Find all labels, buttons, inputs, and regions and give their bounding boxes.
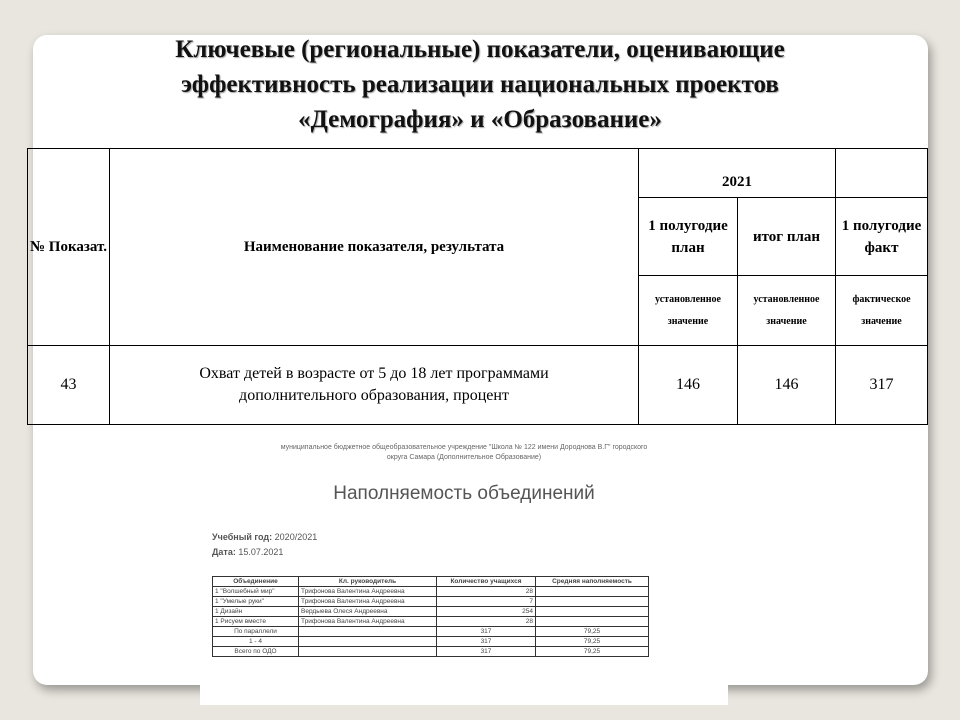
association-name: 1 Рисуем вместе bbox=[213, 617, 299, 627]
sub-fact: фактическое значение bbox=[836, 276, 928, 346]
totals-empty bbox=[299, 647, 437, 657]
date-value: 15.07.2021 bbox=[238, 547, 284, 557]
totals-average: 79,25 bbox=[536, 647, 649, 657]
row-name: Охват детей в возрасте от 5 до 18 лет программами дополнительного образования, процент bbox=[110, 346, 639, 425]
col-count: Количество учащихся bbox=[437, 577, 536, 587]
report-organization bbox=[200, 443, 728, 463]
year-label: Учебный год: bbox=[212, 532, 273, 542]
association-average bbox=[536, 617, 649, 627]
report-date bbox=[212, 547, 283, 557]
org-line-2: округа Самара (Дополнительное Образование) bbox=[386, 454, 542, 461]
title-line-3: «Демография» и «Образование» bbox=[298, 106, 662, 133]
associations-header-row bbox=[213, 577, 649, 587]
header-year: 2021 bbox=[639, 149, 836, 198]
title-line-2: эффективность реализации национальных проектов bbox=[181, 71, 779, 98]
totals-empty bbox=[299, 637, 437, 647]
indicators-table bbox=[27, 148, 928, 425]
row-number: 43 bbox=[28, 346, 110, 425]
association-count: 7 bbox=[437, 597, 536, 607]
totals-count: 317 bbox=[437, 637, 536, 647]
sub-plan-half: установленное значение bbox=[639, 276, 738, 346]
col-average: Средняя наполняемость bbox=[536, 577, 649, 587]
association-average bbox=[536, 607, 649, 617]
associations-table bbox=[212, 576, 649, 657]
association-count: 254 bbox=[437, 607, 536, 617]
report-heading: Наполняемость объединений bbox=[333, 483, 595, 504]
row-plan-half: 146 bbox=[639, 346, 738, 425]
header-number: № Показат. bbox=[28, 149, 110, 346]
totals-row bbox=[213, 627, 649, 637]
association-name: 1 "Волшебный мир" bbox=[213, 587, 299, 597]
totals-average: 79,25 bbox=[536, 627, 649, 637]
scanned-report-image bbox=[200, 433, 728, 705]
slide-title bbox=[0, 32, 960, 137]
association-count: 28 bbox=[437, 587, 536, 597]
table-row bbox=[213, 617, 649, 627]
year-value: 2020/2021 bbox=[274, 532, 318, 542]
totals-empty bbox=[299, 627, 437, 637]
col-association: Объединение bbox=[213, 577, 299, 587]
totals-average: 79,25 bbox=[536, 637, 649, 647]
association-average bbox=[536, 587, 649, 597]
row-plan-total: 146 bbox=[738, 346, 836, 425]
header-empty-cell bbox=[836, 149, 928, 198]
totals-count: 317 bbox=[437, 647, 536, 657]
association-name: 1 Дизайн bbox=[213, 607, 299, 617]
table-row bbox=[213, 587, 649, 597]
table-row bbox=[213, 607, 649, 617]
totals-label: 1 - 4 bbox=[213, 637, 299, 647]
association-teacher: Трифонова Валентина Андреевна bbox=[299, 617, 437, 627]
header-fact-half: 1 полугодие факт bbox=[836, 198, 928, 276]
association-teacher: Трифонова Валентина Андреевна bbox=[299, 587, 437, 597]
date-label: Дата: bbox=[212, 547, 236, 557]
association-teacher: Трифонова Валентина Андреевна bbox=[299, 597, 437, 607]
row-fact-half: 317 bbox=[836, 346, 928, 425]
association-average bbox=[536, 597, 649, 607]
table-row bbox=[213, 597, 649, 607]
totals-count: 317 bbox=[437, 627, 536, 637]
org-line-1: муниципальное бюджетное общеобразовательное учреждение "Школа № 122 имени Дороднова В.Г" городского bbox=[280, 444, 648, 451]
totals-label: Всего по ОДО bbox=[213, 647, 299, 657]
sub-plan-total: установленное значение bbox=[738, 276, 836, 346]
association-teacher: Вердыева Олеся Андреевна bbox=[299, 607, 437, 617]
totals-row bbox=[213, 637, 649, 647]
header-plan-total: итог план bbox=[738, 198, 836, 276]
header-name: Наименование показателя, результата bbox=[110, 149, 639, 346]
report-year bbox=[212, 532, 317, 542]
totals-label: По параллели bbox=[213, 627, 299, 637]
col-teacher: Кл. руководитель bbox=[299, 577, 437, 587]
totals-row bbox=[213, 647, 649, 657]
title-line-1: Ключевые (региональные) показатели, оценивающие bbox=[175, 36, 785, 63]
association-count: 28 bbox=[437, 617, 536, 627]
header-plan-half: 1 полугодие план bbox=[639, 198, 738, 276]
association-name: 1 "Умелые руки" bbox=[213, 597, 299, 607]
